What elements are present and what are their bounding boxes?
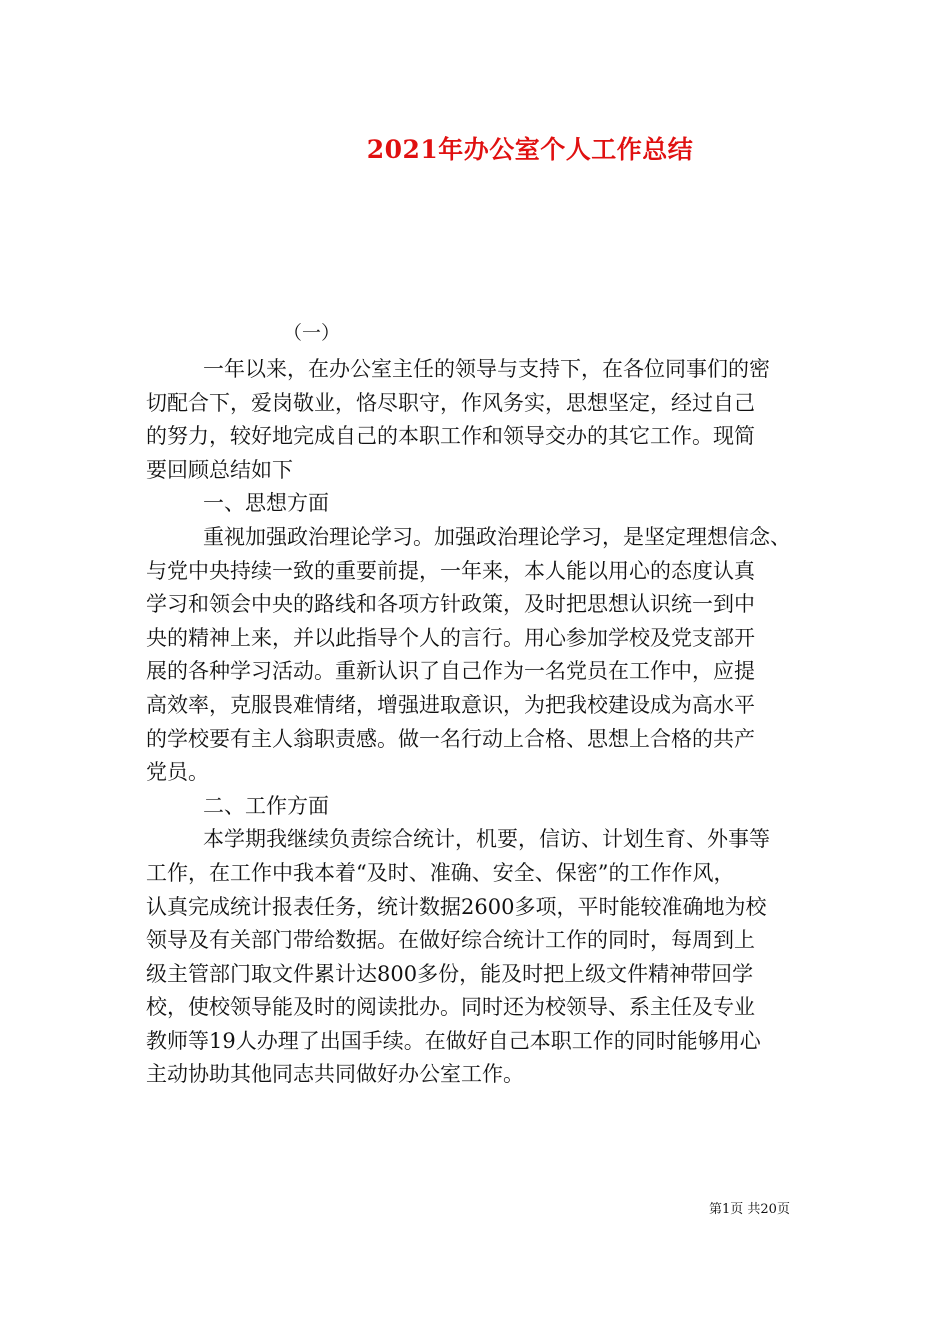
paragraph-intro: 一年以来，在办公室主任的领导与支持下，在各位同事们的密 切配合下，爱岗敬业，恪尽职守，作风务实，思想坚定，经过自己 的努力，较好地完成自己的本职工作和领导交办的其它工作。现简 要回顾总结如下 bbox=[146, 357, 770, 482]
section-mark: （一） bbox=[283, 322, 341, 344]
document-title: 2021年办公室个人工作总结 bbox=[366, 135, 694, 164]
paragraph-ideology: 重视加强政治理论学习。加强政治理论学习，是坚定理想信念、 与党中央持续一致的重要前提，一年来，本人能以用心的态度认真 学习和领会中央的路线和各项方针政策，及时把思想认识统一到中 央的精神上来，并以此指导个人的言行。用心参加学校及党支部开 展的各种学习活动。重新认识了自己作为一名党员在工作中，应提 高效率，克服畏难情绪，增强进取意识，为把我校建设成为高水平 的学校要有主人翁职责感。做一名行动上合格、思想上合格的共产 党员。 bbox=[146, 524, 791, 785]
heading-ideology: 一、思想方面 bbox=[203, 491, 329, 516]
page-number-footer: 第1页 共20页 bbox=[709, 1202, 790, 1217]
document-body bbox=[146, 353, 808, 1092]
heading-work: 二、工作方面 bbox=[203, 793, 329, 818]
paragraph-work: 本学期我继续负责综合统计，机要，信访、计划生育、外事等 工作，在工作中我本着“及时、准确、安全、保密”的工作作风， 认真完成统计报表任务，统计数据2600多项，平时能较准确地为校 领导及有关部门带给数据。在做好综合统计工作的同时，每周到上 级主管部门取文件累计达800多份，能及时把上级文件精神带回学 校，使校领导能及时的阅读批办。同时还为校领导、系主任及专业 教师等19人办理了出国手续。在做好自己本职工作的同时能够用心 主动协助其他同志共同做好办公室工作。 bbox=[146, 827, 770, 1087]
